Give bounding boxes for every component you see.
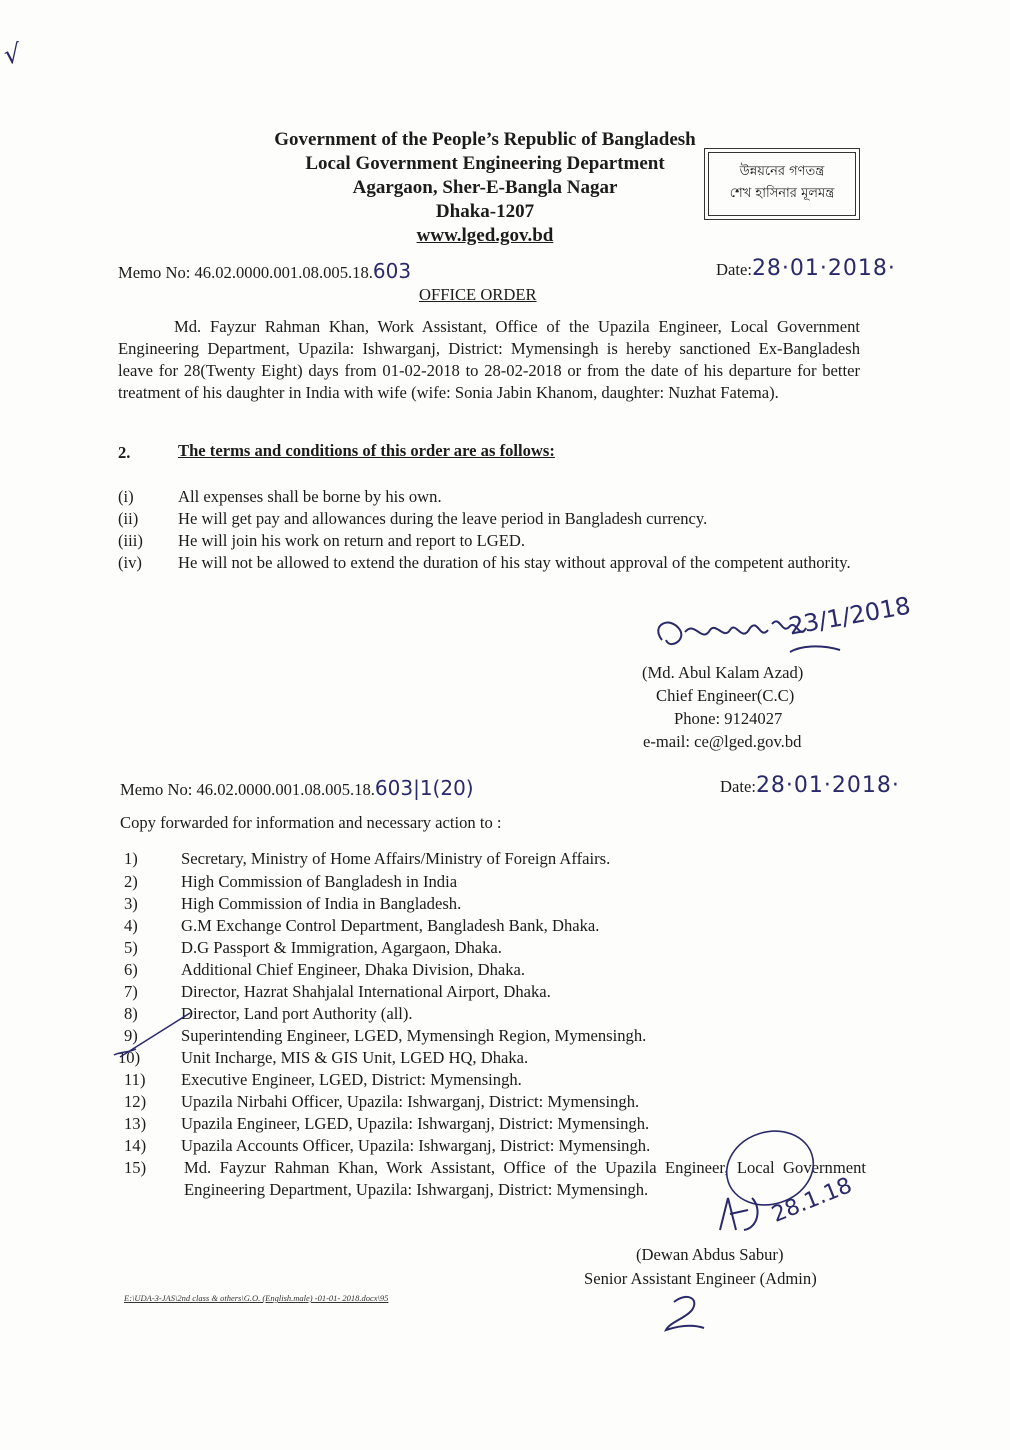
slogan-stamp [704,148,860,220]
term-text: He will not be allowed to extend the duration of his stay without approval of the competent authority. [178,553,851,572]
header-website: www.lged.gov.bd [416,225,554,246]
memo-number-line [118,260,411,284]
section-2-heading: The terms and conditions of this order are as follows: [178,441,555,460]
recipient-text: D.G Passport & Immigration, Agargaon, Dhaka. [181,938,502,957]
term-number: (iii) [118,531,143,550]
recipient-text: Upazila Engineer, LGED, Upazila: Ishwarganj, District: Mymensingh. [181,1114,650,1133]
memo-handwritten-number: 603 [372,259,412,283]
term-text: He will join his work on return and report to LGED. [178,531,526,550]
recipient-number: 12) [124,1092,147,1111]
memo-2-label: Memo No: 46.02.0000.001.08.005.18. [120,780,375,799]
signatory-1-phone: Phone: 9124027 [674,709,783,728]
recipient-number: 1) [124,849,138,868]
signatory-1-email: e-mail: ce@lged.gov.bd [643,732,802,751]
header-department: Local Government Engineering Department [305,153,665,174]
term-number: (ii) [118,509,139,528]
recipient-text: Md. Fayzur Rahman Khan, Work Assistant, Office of the Upazila Engineer, Local Government Engineering Department, Upazila: Ishwarganj, District: Mymensingh. [184,1158,866,1199]
recipient-text: Unit Incharge, MIS & GIS Unit, LGED HQ, Dhaka. [181,1048,529,1067]
recipient-text: Director, Hazrat Shahjalal International Airport, Dhaka. [181,982,551,1001]
recipient-text: Executive Engineer, LGED, District: Mymensingh. [181,1070,522,1089]
term-number: (iv) [118,553,142,572]
memo-label: Memo No: 46.02.0000.001.08.005.18. [118,263,373,282]
recipient-number: 15) [124,1158,147,1177]
recipient-number: 6) [124,960,138,979]
memo-2-number-line [120,777,474,801]
stamp-line-2: শেখ হাসিনার মূলমন্ত্র [729,186,835,201]
memo-2-handwritten-date: 28·01·2018· [755,773,900,798]
recipient-number: 5) [124,938,138,957]
recipient-text: Upazila Accounts Officer, Upazila: Ishwarganj, District: Mymensingh. [181,1136,651,1155]
recipient-number: 11) [124,1070,146,1089]
recipient-number: 4) [124,916,138,935]
recipient-text: Additional Chief Engineer, Dhaka Division, Dhaka. [181,960,526,979]
signature-1-date: 23/1/2018 [786,591,913,641]
header-city: Dhaka-1207 [435,201,535,222]
header-address: Agargaon, Sher-E-Bangla Nagar [352,177,618,198]
term-text: He will get pay and allowances during the leave period in Bangladesh currency. [178,509,708,528]
recipient-number: 2) [124,872,138,891]
memo-2-handwritten-number: 603|1(20) [374,776,474,800]
recipient-number: 9) [124,1026,138,1045]
signatory-1-name: (Md. Abul Kalam Azad) [642,663,804,682]
recipient-text: Director, Land port Authority (all). [181,1004,413,1023]
recipient-number: 13) [124,1114,147,1133]
recipient-text: High Commission of India in Bangladesh. [181,894,462,913]
term-item [118,552,860,574]
stamp-line-1: উন্নয়নের গণতন্ত্র [739,164,825,179]
signatory-2-title: Senior Assistant Engineer (Admin) [584,1269,817,1288]
margin-check-mark: √ [1,38,23,72]
recipient-number: 10) [118,1048,141,1067]
recipient-number: 7) [124,982,138,1001]
senior-engineer-signature [700,1118,900,1248]
copy-forwarded-line: Copy forwarded for information and necessary action to : [120,813,502,832]
recipient-number: 8) [124,1004,138,1023]
recipient-number: 14) [124,1136,147,1155]
memo-handwritten-date: 28·01·2018· [751,256,896,281]
signatory-2-name: (Dewan Abdus Sabur) [636,1245,784,1264]
recipient-text: G.M Exchange Control Department, Bangladesh Bank, Dhaka. [181,916,600,935]
recipient-text: Superintending Engineer, LGED, Mymensingh Region, Mymensingh. [181,1026,647,1045]
memo-2-date-line [720,775,900,798]
order-paragraph: Md. Fayzur Rahman Khan, Work Assistant, Office of the Upazila Engineer, Local Government Engineering Department, Upazila: Ishwarganj, District: Mymensingh is hereby sanctioned Ex-Bangladesh leave for 28(Twenty Eight) days from 01-02-2018 to 28-02-2018 or from the date of his departure for better treatment of his daughter in India with wife (wife: Sonia Jabin Khanom, daughter: Nuzhat Fatema). [118,317,860,402]
recipient-text: High Commission of Bangladesh in India [181,872,458,891]
recipient-number: 3) [124,894,138,913]
initials-mark [656,1288,716,1338]
signatory-1-title: Chief Engineer(C.C) [656,686,795,705]
section-2-number: 2. [118,443,131,462]
footer-file-path: E:\UDA-3-JAS\2nd class & others\G.O. (English.male) -01-01- 2018.docx\95 [124,1293,389,1303]
memo-date-label: Date: [716,260,752,279]
recipient-text: Upazila Nirbahi Officer, Upazila: Ishwarganj, District: Mymensingh. [181,1092,640,1111]
pen-strike-mark [110,1005,200,1065]
header-government: Government of the People’s Republic of Bangladesh [274,129,696,150]
term-text: All expenses shall be borne by his own. [178,487,442,506]
signature-2-date: 28.1.18 [768,1173,856,1228]
recipient-text: Secretary, Ministry of Home Affairs/Ministry of Foreign Affairs. [181,849,611,868]
office-order-title: OFFICE ORDER [419,285,537,304]
memo-2-date-label: Date: [720,777,756,796]
memo-date-line [716,258,896,281]
term-number: (i) [118,487,134,506]
